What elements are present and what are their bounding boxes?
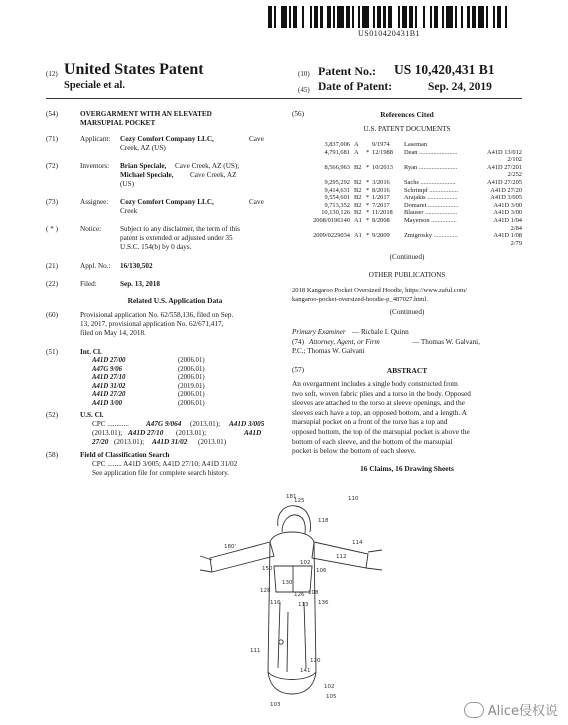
reference-kind: B2 — [354, 209, 362, 217]
code-58: (58) — [46, 451, 58, 459]
reference-name: Sachs ...................... — [404, 179, 456, 186]
figure-ref-label: 103 — [270, 702, 281, 708]
reference-no: 9,414,631 — [324, 186, 350, 194]
reference-cls: A41D 3/00 — [493, 201, 522, 209]
reference-kind: A — [354, 141, 359, 148]
claims-summary: 16 Claims, 16 Drawing Sheets — [360, 464, 454, 473]
abstract-line: An overgarment includes a single body constructed from — [292, 379, 458, 388]
cpc-line-3-a: 27/20 — [92, 438, 109, 446]
us-cl-label: U.S. Cl. — [80, 411, 104, 419]
reference-date: 3/2016 — [372, 179, 390, 186]
int-class-code: A41D 27/00 — [92, 357, 126, 364]
figure-ref-label: 106 — [316, 568, 327, 574]
reference-no: 9,295,292 — [324, 179, 350, 186]
reference-cls: A41D 3/00 — [493, 209, 522, 217]
barcode — [268, 6, 510, 28]
code-56: (56) — [292, 110, 304, 118]
code-60: (60) — [46, 311, 58, 319]
reference-cls: 2/79 — [510, 239, 522, 247]
reference-no: 2008/0196140 — [313, 217, 350, 224]
header-rule — [46, 98, 522, 99]
code-72: (72) — [46, 162, 58, 170]
other-publications-title: OTHER PUBLICATIONS — [368, 271, 446, 279]
cpc-line-2-a: (2013.01); — [92, 429, 123, 437]
reference-cls: A41D 27/20 — [490, 186, 522, 194]
code-21: (21) — [46, 262, 58, 270]
code-71: (71) — [46, 135, 58, 143]
applicant-label: Applicant: — [80, 135, 111, 143]
int-class-version: (2006.01) — [178, 365, 205, 373]
figure-ref-label: 118 — [318, 518, 329, 524]
cpc-line-1-a: A47G 9/064 — [146, 420, 182, 428]
field-search-line-2: See application file for complete search history. — [92, 469, 230, 477]
figure-ref-label: 114 — [352, 540, 363, 546]
publication-line-2: kangaroo-pocket-oversized-hoodie-p_487027.html. — [292, 296, 428, 303]
reference-cls: A41D 13/012 — [487, 148, 522, 156]
reference-date: 12/1988 — [372, 148, 393, 156]
reference-star: * — [366, 209, 370, 217]
figure-ref-label: 111 — [250, 648, 261, 654]
code-73: (73) — [46, 198, 58, 206]
provisional-line-3: filed on May 14, 2018. — [80, 329, 146, 337]
patent-doc-type: United States Patent — [64, 61, 204, 78]
reference-kind: A1 — [354, 232, 362, 240]
hood-opening — [282, 515, 305, 534]
figure-ref-label: 102 — [324, 684, 335, 690]
cpc-line-1-b: (2013.01); — [190, 420, 221, 428]
reference-cls: A41D 27/201 — [487, 163, 522, 171]
inventors-label: Inventors: — [80, 162, 110, 170]
notice-line-3: U.S.C. 154(b) by 0 days. — [120, 243, 192, 251]
abstract-line: marsupial pocket on a front of the torso has a top and — [292, 417, 448, 427]
reference-cls: 2/84 — [510, 224, 522, 232]
int-class-version: (2006.01) — [178, 357, 205, 364]
provisional-line-2: 13, 2017, provisional application No. 62/671,417, — [80, 320, 224, 328]
examiner-name: — Richale I. Quinn — [352, 328, 409, 336]
patent-date: Sep. 24, 2019 — [428, 81, 492, 93]
assignee-loc-2: Creek — [120, 207, 138, 215]
reference-cls: 2/252 — [507, 171, 522, 179]
reference-date: 8/2016 — [372, 186, 390, 194]
reference-no: 3,837,006 — [324, 141, 350, 148]
reference-name: Laseman — [404, 141, 428, 148]
reference-name: Schrimpf .................. — [404, 186, 459, 194]
reference-star: * — [366, 163, 370, 171]
figure-ref-label: 108 — [308, 590, 319, 596]
reference-kind: B2 — [354, 163, 362, 171]
reference-date: 1/2017 — [372, 194, 390, 202]
reference-date: 9/1974 — [372, 141, 390, 148]
reference-cls: A41D 27/205 — [487, 179, 522, 186]
barcode-bar — [507, 6, 509, 28]
int-class-version: (2006.01) — [178, 400, 205, 407]
applicant-name: Cozy Comfort Company LLC, — [120, 135, 214, 143]
int-class-code: A41D 27/10 — [92, 374, 126, 382]
cpc-line-2-c: (2013.01); — [176, 429, 207, 437]
hem — [268, 672, 316, 694]
figure-ref-label: 105 — [326, 694, 337, 700]
figure-ref-label: 150 — [262, 566, 273, 572]
reference-date: 9/2009 — [372, 232, 390, 240]
reference-kind: B2 — [354, 186, 362, 194]
filed-label: Filed: — [80, 280, 97, 288]
cpc-line-3-c: A41D 31/02 — [152, 438, 188, 446]
field-search-label: Field of Classification Search — [80, 451, 170, 459]
related-data-title: Related U.S. Application Data — [127, 296, 223, 305]
reference-date: 10/2013 — [372, 163, 393, 171]
reference-no: 4,791,681 — [324, 148, 350, 156]
reference-name: Dean ........................ — [404, 148, 458, 156]
code-54: (54) — [46, 110, 58, 118]
publications-continued: (Continued) — [389, 308, 425, 316]
examiner-label: Primary Examiner — [292, 328, 346, 336]
reference-name: Domaret ................... — [404, 201, 459, 209]
inventor-2-name: Michael Speciale, — [120, 171, 174, 179]
abstract-line: sleeves each have a top, an opposed bottom, and a length. A — [292, 407, 468, 417]
reference-name: Blauser .................... — [404, 209, 458, 217]
publication-line-1: 2018 Kangaroo Pocket Oversized Hoodie, https://www.zaful.com/ — [292, 287, 467, 294]
header-code-12: (12) — [46, 70, 58, 78]
header-code-10: (10) — [298, 70, 310, 78]
reference-kind: A — [354, 148, 359, 156]
cpc-label: CPC ............ — [92, 420, 129, 428]
inventors-short: Speciale et al. — [64, 80, 125, 91]
chat-bubble-icon — [464, 702, 484, 718]
reference-name: Arajakis ................... — [404, 194, 458, 202]
int-class-code: A47G 9/06 — [92, 365, 123, 373]
reference-no: 10,130,126 — [321, 209, 350, 217]
inventor-1-name: Brian Speciale, — [120, 162, 167, 170]
reference-no: 9,713,352 — [324, 201, 350, 209]
reference-no: 2009/0229034 — [313, 232, 350, 240]
patent-number: US 10,420,431 B1 — [394, 62, 495, 77]
abstract-line: two soft, woven fabric plies and a torso in the body. Opposed — [292, 388, 471, 398]
figure-ref-label: 112 — [336, 554, 347, 560]
reference-star: * — [366, 148, 370, 156]
code-22: (22) — [46, 280, 58, 288]
figure-ref-label: 128 — [260, 588, 271, 594]
cpc-line-3-b: (2013.01); — [114, 438, 145, 446]
code-57: (57) — [292, 366, 304, 374]
figure-ref-label: 141 — [300, 668, 311, 674]
figure-ref-label: 180' — [224, 544, 237, 550]
int-class-code: A41D 3/00 — [92, 400, 123, 407]
cpc-line-1-c: A41D 3/005 — [229, 420, 265, 428]
abstract-title: ABSTRACT — [386, 366, 428, 375]
notice-label: Notice: — [80, 225, 102, 233]
figure-ref-label: 120 — [310, 658, 321, 664]
cpc-line-2-d: A41D — [244, 429, 262, 437]
reference-name: Zmigrosky ............... — [404, 232, 458, 240]
references-continued: (Continued) — [389, 253, 425, 261]
int-cl-label: Int. Cl. — [80, 348, 102, 356]
assignee-name: Cozy Comfort Company LLC, — [120, 198, 214, 206]
reference-name: Mayerson ................ — [404, 217, 457, 224]
int-class-code: A41D 27/20 — [92, 391, 126, 399]
figure-ref-label: 130 — [282, 580, 293, 586]
title-line-1: OVERGARMENT WITH AN ELEVATED — [80, 110, 212, 118]
code-52: (52) — [46, 411, 58, 419]
cpc-line-2-b: A41D 27/10 — [128, 429, 164, 437]
patent-figure — [190, 492, 390, 718]
reference-cls: A41D 3/005 — [490, 194, 522, 202]
attorney-name-2: P.C.; Thomas W. Galvani — [292, 347, 365, 355]
reference-kind: A1 — [354, 217, 362, 224]
figure-ref-label: 136 — [318, 600, 329, 606]
watermark-text: Alice侵权说 — [487, 704, 558, 719]
applicant-loc-1: Cave — [249, 135, 264, 143]
attorney-name: — Thomas W. Galvani, — [412, 338, 480, 346]
reference-cls: A41D 1/04 — [493, 217, 522, 224]
abstract-line: sleeves are attached to the torso at sleeve openings, and the — [292, 398, 465, 408]
abstract-line: bottom of each sleeve, and the bottom of the marsupial — [292, 436, 453, 446]
field-search-line-1: CPC ........ A41D 3/005; A41D 27/10; A41D 31/02 — [92, 460, 238, 468]
figure-ref-label: 113 — [298, 602, 309, 608]
reference-star: * — [366, 232, 370, 240]
reference-star: * — [366, 194, 370, 202]
appl-no-label: Appl. No.: — [80, 262, 111, 270]
reference-date: 11/2018 — [372, 209, 393, 217]
notice-line-1: Subject to any disclaimer, the term of this — [120, 225, 240, 233]
int-class-version: (2006.01) — [178, 374, 205, 382]
reference-date: 7/2017 — [372, 201, 390, 209]
date-label: Date of Patent: — [318, 81, 393, 93]
cpc-line-3-d: (2013.01) — [198, 438, 227, 446]
figure-ref-label: 181 — [286, 494, 297, 500]
code-74: (74) — [292, 338, 304, 346]
reference-star: * — [366, 179, 370, 186]
provisional-line-1: Provisional application No. 62/558,136, filed on Sep. — [80, 311, 234, 319]
figure-ref-label: 125 — [294, 498, 305, 504]
applicant-loc-2: Creek, AZ (US) — [120, 144, 166, 152]
inventor-2-loc-2: (US) — [120, 180, 134, 188]
inventor-1-loc: Cave Creek, AZ (US); — [175, 162, 240, 170]
assignee-loc-1: Cave — [249, 198, 264, 206]
int-class-version: (2006.01) — [178, 391, 205, 399]
int-class-version: (2019.01) — [178, 382, 205, 390]
header-code-45: (45) — [298, 86, 310, 94]
figure-ref-label: 110 — [348, 496, 359, 502]
reference-kind: B2 — [354, 179, 362, 186]
reference-kind: B2 — [354, 201, 362, 209]
reference-no: 8,566,963 — [324, 163, 350, 171]
appl-no: 16/130,502 — [120, 262, 153, 270]
watermark — [464, 700, 558, 719]
inventor-2-loc: Cave Creek, AZ — [190, 171, 237, 179]
title-line-2: MARSUPIAL POCKET — [80, 119, 156, 127]
reference-cls: A41D 1/08 — [493, 232, 522, 240]
references-cited-title: References Cited — [380, 110, 434, 119]
abstract-line: pocket is below the bottom of each sleeve. — [292, 446, 417, 456]
reference-kind: B2 — [354, 194, 362, 202]
reference-name: Ryan ........................ — [404, 163, 458, 171]
filed-date: Sep. 13, 2018 — [120, 280, 160, 288]
code-51: (51) — [46, 348, 58, 356]
reference-cls: 2/102 — [507, 156, 522, 164]
reference-star: * — [366, 217, 370, 224]
assignee-label: Assignee: — [80, 198, 109, 206]
barcode-number: US010420431B1 — [357, 29, 421, 38]
figure-ref-label: 126 — [294, 592, 305, 598]
us-patent-documents-title: U.S. PATENT DOCUMENTS — [363, 125, 451, 133]
patent-no-label: Patent No.: — [318, 64, 376, 78]
figure-ref-label: 116 — [270, 600, 281, 606]
reference-no: 9,554,601 — [324, 194, 350, 202]
int-class-code: A41D 31/02 — [92, 382, 126, 390]
reference-star: * — [366, 186, 370, 194]
notice-line-2: patent is extended or adjusted under 35 — [120, 234, 233, 242]
attorney-label: Attorney, Agent, or Firm — [309, 338, 380, 346]
abstract-line: opposed bottom, the top of the marsupial pocket is above the — [292, 427, 470, 436]
figure-ref-label: 102 — [300, 560, 311, 566]
code-notice: ( * ) — [46, 225, 58, 233]
reference-date: 8/2008 — [372, 217, 390, 224]
reference-star: * — [366, 201, 370, 209]
